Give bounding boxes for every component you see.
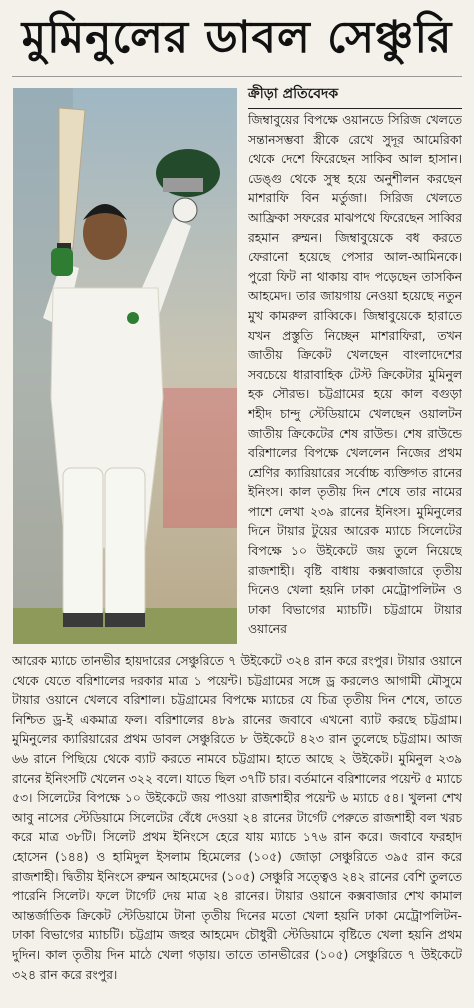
cricketer-photo: [13, 88, 237, 644]
byline: ক্রীড়া প্রতিবেদক: [248, 80, 462, 109]
headline-divider: [12, 76, 462, 77]
article-full-width-text: আরেক ম্যাচে তানভীর হায়দারের সেঞ্চুরিতে ৭ উইকেটে ৩২৪ রান করে রংপুর। টায়ার ওয়ানে থেকে যেতে বরিশালের দরকার মাত্র ১ পয়েন্ট। চট্টগ্রামের সঙ্গে ড্র করলেও আগামী মৌসুমে টায়ার ওয়ানে খেলবে বরিশাল। চট্টগ্রামের বিপক্ষে ম্যাচের যে চিত্র তৃতীয় দিন শেষে, তাতে নিশ্চিত ড্র-ই একমাত্র ফল। বরিশালের ৪৮৯ রানের জবাবে এখনো ব্যাট করছে চট্টগ্রাম। মুমিনুলের ক্যারিয়ারের প্রথম ডাবল সেঞ্চুরিতে ৮ উইকেটে ৪২৩ রান তুলেছে চট্টগ্রাম। আজ ৬৬ রানে পিছিয়ে থেকে ব্যাট করতে নামবে চট্টগ্রাম। হাতে আছে ২ উইকেট। মুমিনুল ২৩৯ রানের ইনিংসটি খেলেন ৩২২ বলে। যাতে ছিল ৩৭টি চার। বর্তমানে বরিশালের পয়েন্ট ৫ ম্যাচে ৫৩। সিলেটের বিপক্ষে ১০ উইকেটে জয় পাওয়া রাজশাহীর পয়েন্ট ৬ ম্যাচে ৫৪। খুলনা শেখ আবু নাসের স্টেডিয়ামে সিলেটের বেঁধে দেওয়া ২৪ রানের টার্গেট পেরুতে রাজশাহী বল খরচ করে মাত্র ৩৮টি। সিলেট প্রথম ইনিংসে হেরে যায় ম্যাচে ১৭৬ রান করে। জবাবে ফরহাদ হোসেন (১৪৪) ও হামিদুল ইসলাম হিমেলের (১০৫) জোড়া সেঞ্চুরিতে ৩৯৫ রান করে রাজশাহী। দ্বিতীয় ইনিংসে রুম্মন আহমেদের (১০৫) সেঞ্চুরি সত্ত্বেও ২৪২ রানের বেশি তুলতে পারেনি সিলেট। ফলে টার্গেট দেয় মাত্র ২৪ রানের। টায়ার ওয়ানে কক্সবাজার শেখ কামাল আন্তর্জাতিক ক্রিকেট স্টেডিয়ামে টানা তৃতীয় দিনের মতো খেলা হয়নি ঢাকা মেট্রোপলিটন-ঢাকা বিভাগের ম্যাচটি। চট্টগ্রাম জহুর আহমেদ চৌধুরী স্টেডিয়ামে বৃষ্টিতে খেলা হয়নি প্রথম দুদিন। কাল তৃতীয় দিন মাঠে খেলা গড়ায়। তাতে তানভীরের (১০৫) সেঞ্চুরিতে ৭ উইকেটে ৩২৪ রান করে রংপুর।: [12, 654, 462, 982]
article-column-text: জিম্বাবুয়ের বিপক্ষে ওয়ানডে সিরিজ খেলতে সন্তানসম্ভবা স্ত্রীকে রেখে সুদূর আমেরিকা থেকে দেশে ফিরেছেন সাকিব আল হাসান। ডেঙ্গু থেকে সুস্থ হয়ে অনুশীলন করছেন মাশরাফি বিন মর্তুজা। সিরিজ খেলতে আফ্রিকা সফরের মাঝপথে ফিরেছেন সাব্বির রহমান রুম্মন। জিম্বাবুয়েকে বধ করতে ফেরানো হয়েছে পেসার আল-আমিনকে। পুরো ফিট না থাকায় বাদ পড়েছেন তাসকিন আহমেদ। তার জায়গায় নেওয়া হয়েছে নতুন মুখ কামরুল রাব্বিকে। জিম্বাবুয়েকে হারাতে যখন প্রস্তুতি নিচ্ছেন মাশরাফিরা, তখন জাতীয় ক্রিকেট খেলছেন বাংলাদেশের সবচেয়ে ধারাবাহিক টেস্ট ক্রিকেটার মুমিনুল হক সৌরভ। চট্টগ্রামের হয়ে কাল বগুড়া শহীদ চান্দু স্টেডিয়ামে খেলছেন ওয়ালটন জাতীয় ক্রিকেটের শেষ রাউন্ড। শেষ রাউন্ডে বরিশালের বিপক্ষে খেললেন নিজের প্রথম শ্রেণির ক্যারিয়ারের সর্বোচ্চ ব্যক্তিগত রানের ইনিংস। কাল তৃতীয় দিন শেষে তার নামের পাশে লেখা ২৩৯ রানের ইনিংস। মুমিনুলের দিনে টায়ার টুয়ের আরেক ম্যাচে সিলেটের বিপক্ষে ১০ উইকেটে জয় তুলে নিয়েছে রাজশাহী। বৃষ্টি বাধায় কক্সবাজারে তৃতীয় দিনেও খেলা হয়নি ঢাকা মেট্রোপলিটন ও ঢাকা বিভাগের ম্যাচটি। চট্টগ্রামে টায়ার ওয়ানের: [248, 113, 462, 637]
headline: মুমিনুলের ডাবল সেঞ্চুরি: [21, 12, 453, 63]
